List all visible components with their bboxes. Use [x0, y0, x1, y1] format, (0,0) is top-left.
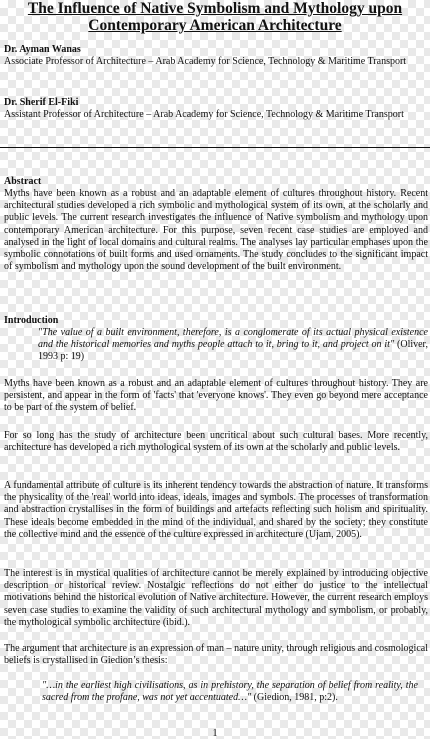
author-name: Dr. Sherif El-Fiki [4, 97, 79, 108]
quote-text: "…in the earliest high civilisations, as in prehistory, the separation of belief from reality, the sacred from the profane, was not yet accentuated…" [42, 680, 418, 704]
author-affiliation: Associate Professor of Architecture – Arab Academy for Science, Technology & Maritime Transport [4, 56, 407, 67]
author-affiliation: Assistant Professor of Architecture – Arab Academy for Science, Technology & Maritime Transport [4, 109, 404, 120]
intro-paragraph: Myths have been known as a robust and an adaptable element of cultures throughout history. They are persistent, and appear in the form of 'facts' that 'everyone knows'. They even go beyond mere acceptance to be part of the system of belief. [4, 378, 428, 414]
author-block-2 [4, 97, 428, 121]
header-divider [0, 147, 430, 148]
abstract-text: Myths have been known as a robust and an adaptable element of cultures throughout history. Recent architectural studies developed a rich symbolic and mythological system of its own, at the scholarly and public levels. The current research investigates the influence of Native symbolism and mythology upon contemporary American architecture. For this purpose, seven recent case studies are employed and analysed in the light of local domains and cultural realms. The analyses lay particular emphases upon the symbolic connotations of built forms and used ornaments. The study concludes to the significant impact of symbolism and mythology upon the sound development of the built environment. [4, 188, 428, 273]
quote-citation: (Oliver, 1993 p: 19) [38, 339, 428, 363]
page-number: 1 [212, 728, 218, 739]
intro-paragraph: For so long has the study of architecture been uncritical about such cultural bases. More recently, architecture has developed a rich mythological system of its own at the scholarly and public levels. [4, 430, 428, 454]
author-name: Dr. Ayman Wanas [4, 44, 81, 55]
block-quote [38, 327, 428, 364]
quote-citation: (Giedion, 1981, p:2). [251, 692, 338, 704]
author-block-1 [4, 44, 428, 68]
block-quote [42, 680, 418, 704]
document-title [2, 0, 428, 34]
title-line-2: Contemporary American Architecture [88, 17, 342, 34]
intro-paragraph: The argument that architecture is an expression of man – nature unity, through religious and cosmological beliefs is crystallised in Giedion’s thesis: [4, 643, 428, 667]
intro-paragraph: The interest is in mystical qualities of architecture cannot be merely explained by introducing objective description or historical review. Nostalgic reflections do not either do justice to the intellectual motivations behind the historical evolution of Native architecture. However, the current research employs seven case studies to examine the validity of such architectural mythology and symbolism, or probably, the mythological symbolic architecture (ibid.). [4, 568, 428, 628]
quote-text: "The value of a built environment, therefore, is a conglomerate of its actual physical existence and the historical memories and myths people attach to it, bring to it, and project on it" [38, 327, 428, 351]
abstract-heading: Abstract [4, 176, 42, 187]
introduction-heading: Introduction [4, 315, 59, 326]
title-line-1: The Influence of Native Symbolism and Mythology upon [27, 0, 403, 17]
intro-paragraph: A fundamental attribute of culture is its inherent tendency towards the abstraction of nature. It transforms the physicality of the 'real' world into ideas, ideals, images and symbols. The processes of transformation and abstraction crystallises in the form of buildings and artefacts reflecting such holism and spirituality. These ideals become embedded in the mind of the individual, and shared by the society; they constitute the collective mind and the essence of the culture expressed in architecture (Ujam, 2005). [4, 480, 428, 540]
